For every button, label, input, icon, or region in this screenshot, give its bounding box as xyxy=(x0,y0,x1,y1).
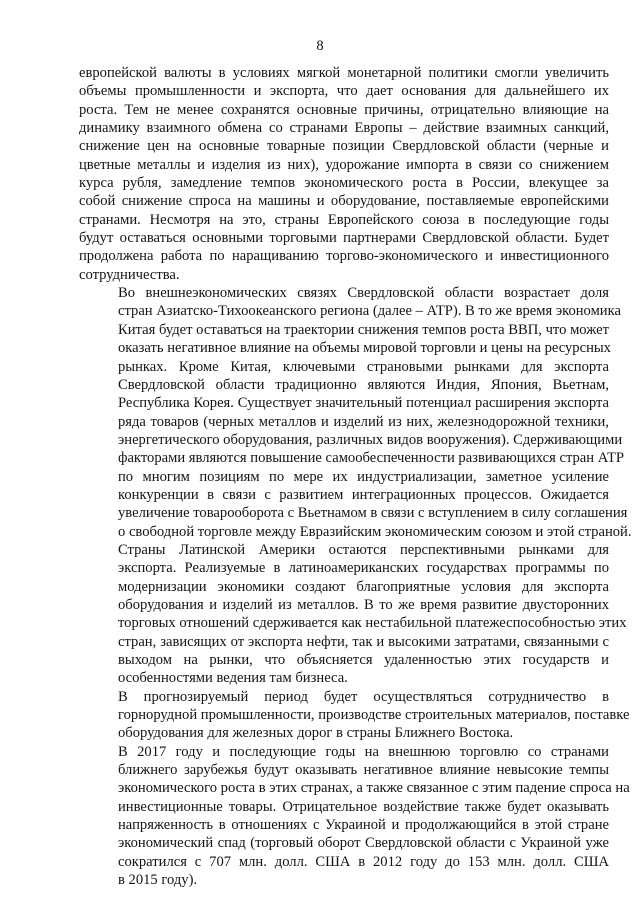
text-line: увеличение товарооборота с Вьетнамом в связи с вступлением в силу соглашения xyxy=(118,505,628,522)
text-line: оборудования для железных дорог в страны Ближнего Востока. xyxy=(118,725,514,742)
text-line: сократился с 707 млн. долл. США в 2012 году до 153 млн. долл. США xyxy=(118,853,609,870)
paragraph xyxy=(79,743,630,890)
text-line: рынках. Кроме Китая, ключевыми страновыми рынками для экспорта xyxy=(118,358,609,375)
text-line: по многим позициям по мере их индустриализации, заметное усиление xyxy=(118,468,609,485)
text-line: Свердловской области традиционно являются Индия, Япония, Вьетнам, xyxy=(118,376,609,393)
text-line: особенностями ведения там бизнеса. xyxy=(118,670,348,687)
text-line: динамику взаимного обмена со странами Европы – действие взаимных санкций, xyxy=(79,120,609,137)
text-line: будут оставаться основными торговыми партнерами Свердловской области. Будет xyxy=(79,230,609,247)
text-line: торговых отношений сдерживается как нестабильной платежеспособностью этих xyxy=(118,615,627,632)
text-line: роста. Тем не менее сохранятся основные причины, отрицательно влияющие на xyxy=(79,101,609,118)
text-line: о свободной торговле между Евразийским экономическим союзом и этой страной. xyxy=(118,523,632,540)
text-line: Республика Корея. Существует значительный потенциал расширения экспорта xyxy=(118,395,609,412)
text-line: ближнего зарубежья будут оказывать негативное влияние невысокие темпы xyxy=(118,762,609,779)
text-line: экспорта. Реализуемые в латиноамериканских государствах программы по xyxy=(118,560,609,577)
text-line: выходом на рынки, что объясняется удаленностью этих государств и xyxy=(118,652,609,668)
text-line: факторами являются повышение самообеспеченности развивающихся стран АТР xyxy=(118,450,625,467)
text-line: продолжена работа по наращиванию торгово-экономического и инвестиционного xyxy=(79,248,609,265)
text-line: цветные металлы и изделия из них), удорожание импорта в связи со снижением xyxy=(79,156,609,173)
text-line: экономический спад (торговый оборот Свердловской области с Украиной уже xyxy=(118,835,609,852)
text-line: оборудования и изделий из металлов. В то же время развитие двусторонних xyxy=(118,596,609,613)
text-line: курса рубля, замедление темпов экономического роста в России, влекущее за xyxy=(79,175,609,192)
text-line: ряда товаров (черных металлов и изделий из них, железнодорожной техники, xyxy=(118,413,609,430)
text-line: энергетического оборудования, различных видов вооружения). Сдерживающими xyxy=(118,431,623,448)
paragraph xyxy=(79,688,630,743)
text-line: инвестиционные товары. Отрицательное воздействие также будет оказывать xyxy=(118,798,609,815)
body-text xyxy=(79,64,632,889)
text-line: Китая будет оставаться на траектории снижения темпов роста ВВП, что может xyxy=(118,321,609,338)
text-line: В прогнозируемый период будет осуществляться сотрудничество в xyxy=(118,688,609,705)
text-line: собой снижение спроса на машины и оборудование, поставляемые европейскими xyxy=(79,193,609,210)
text-line: европейской валюты в условиях мягкой монетарной политики смогли увеличить xyxy=(79,65,609,81)
text-line: конкуренции в связи с развитием интеграционных процессов. Ожидается xyxy=(118,486,609,503)
text-line: странами. Несмотря на это, страны Европейского союза в последующие годы xyxy=(79,211,609,228)
text-line: Страны Латинской Америки остаются перспективными рынками для xyxy=(118,541,609,558)
text-line: стран Азиатско-Тихоокеанского региона (далее – АТР). В то же время экономика xyxy=(118,303,621,320)
page-number: 8 xyxy=(316,38,324,54)
text-line: горнорудной промышленности, производстве строительных материалов, поставке xyxy=(118,707,630,724)
text-line: Во внешнеэкономических связях Свердловской области возрастает доля xyxy=(118,285,609,302)
text-line: объемы промышленности и экспорта, что дает основания для дальнейшего их xyxy=(79,83,609,100)
text-line: снижение цен на основные товарные позиции Свердловской области (черные и xyxy=(79,138,609,155)
text-line: сотрудничества. xyxy=(79,266,180,283)
text-line: модернизации экономики создают благоприятные условия для экспорта xyxy=(118,578,609,595)
paragraph xyxy=(79,64,609,284)
paragraph xyxy=(79,541,627,688)
text-line: стран, зависящих от экспорта нефти, так и высокими затратами, связанными с xyxy=(118,633,609,650)
text-line: оказать негативное влияние на объемы мировой торговли и цены на ресурсных xyxy=(118,340,611,357)
text-line: экономического роста в этих странах, а также связанное с этим падение спроса на xyxy=(118,780,630,797)
text-line: В 2017 году и последующие годы на внешнюю торговлю со странами xyxy=(118,743,609,760)
text-line: напряженность в отношениях с Украиной и продолжающийся в этой стране xyxy=(118,817,609,834)
text-line: в 2015 году). xyxy=(118,872,198,889)
paragraph xyxy=(79,284,632,541)
